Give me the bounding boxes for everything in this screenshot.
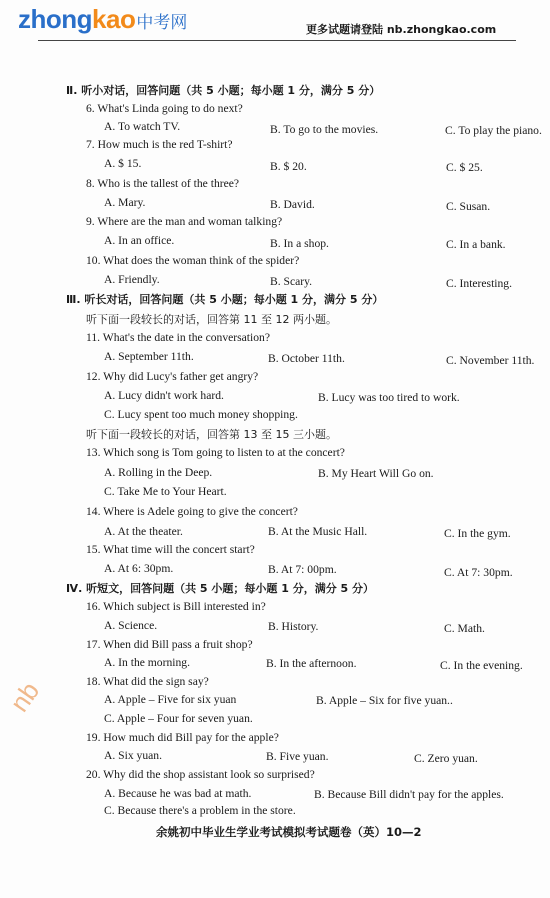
question-20: 20. Why did the shop assistant look so surprised? — [86, 768, 315, 781]
question-17: 17. When did Bill pass a fruit shop? — [86, 638, 253, 651]
q17-option-a: A. In the morning. — [104, 656, 190, 669]
q14-option-b: B. At the Music Hall. — [268, 525, 368, 538]
logo-text-zhong: zhong — [18, 4, 93, 34]
header-divider — [38, 40, 516, 41]
q19-option-a: A. Six yuan. — [104, 749, 162, 762]
q12-option-a: A. Lucy didn't work hard. — [104, 389, 224, 402]
question-14: 14. Where is Adele going to give the concert? — [86, 505, 298, 518]
q6-option-c: C. To play the piano. — [445, 124, 542, 137]
page-header — [0, 0, 550, 44]
q15-option-b: B. At 7: 00pm. — [268, 563, 337, 576]
q6-option-b: B. To go to the movies. — [270, 123, 379, 136]
q14-option-a: A. At the theater. — [104, 525, 183, 538]
q19-option-c: C. Zero yuan. — [414, 752, 478, 765]
q11-option-b: B. October 11th. — [268, 352, 345, 365]
logo-text-cn: 中考网 — [136, 13, 188, 32]
q10-option-a: A. Friendly. — [104, 273, 160, 286]
q14-option-c: C. In the gym. — [444, 527, 511, 540]
question-7: 7. How much is the red T-shirt? — [86, 138, 233, 151]
question-6: 6. What's Linda going to do next? — [86, 102, 243, 115]
q16-option-b: B. History. — [268, 620, 319, 633]
header-site-note: 更多试题请登陆 nb.zhongkao.com — [306, 23, 497, 36]
section-2-heading: Ⅱ. 听小对话，回答问题（共 5 小题；每小题 1 分，满分 5 分） — [66, 84, 381, 97]
q13-option-a: A. Rolling in the Deep. — [104, 466, 213, 479]
q9-option-a: A. In an office. — [104, 234, 175, 247]
q7-option-b: B. $ 20. — [270, 160, 307, 173]
question-11: 11. What's the date in the conversation? — [86, 331, 270, 344]
question-8: 8. Who is the tallest of the three? — [86, 177, 240, 190]
q8-option-b: B. David. — [270, 198, 315, 211]
q8-option-c: C. Susan. — [446, 200, 491, 213]
q17-option-b: B. In the afternoon. — [266, 657, 357, 670]
q17-option-c: C. In the evening. — [440, 659, 523, 672]
q15-option-a: A. At 6: 30pm. — [104, 562, 174, 575]
question-12: 12. Why did Lucy's father get angry? — [86, 370, 259, 383]
q7-option-a: A. $ 15. — [104, 157, 142, 170]
q9-option-b: B. In a shop. — [270, 237, 329, 250]
instruction-11-12: 听下面一段较长的对话，回答第 11 至 12 两小题。 — [86, 313, 337, 326]
question-19: 19. How much did Bill pay for the apple? — [86, 731, 279, 744]
q18-option-b: B. Apple – Six for five yuan.. — [316, 694, 453, 707]
q16-option-a: A. Science. — [104, 619, 158, 632]
question-18: 18. What did the sign say? — [86, 675, 209, 688]
question-15: 15. What time will the concert start? — [86, 543, 255, 556]
watermark: nb — [4, 676, 46, 718]
q12-option-b: B. Lucy was too tired to work. — [318, 391, 460, 404]
q12-option-c: C. Lucy spent too much money shopping. — [104, 408, 298, 421]
q15-option-c: C. At 7: 30pm. — [444, 566, 513, 579]
question-16: 16. Which subject is Bill interested in? — [86, 600, 266, 613]
q6-option-a: A. To watch TV. — [104, 120, 181, 133]
q20-option-b: B. Because Bill didn't pay for the apples. — [314, 788, 504, 801]
q18-option-a: A. Apple – Five for six yuan — [104, 693, 237, 706]
q11-option-c: C. November 11th. — [446, 354, 535, 367]
q19-option-b: B. Five yuan. — [266, 750, 329, 763]
q8-option-a: A. Mary. — [104, 196, 146, 209]
section-4-heading: Ⅳ. 听短文，回答问题（共 5 小题；每小题 1 分，满分 5 分） — [66, 582, 375, 595]
site-logo[interactable] — [18, 4, 187, 35]
section-3-heading: Ⅲ. 听长对话，回答问题（共 5 小题；每小题 1 分，满分 5 分） — [66, 293, 384, 306]
question-9: 9. Where are the man and woman talking? — [86, 215, 283, 228]
q9-option-c: C. In a bank. — [446, 238, 506, 251]
q16-option-c: C. Math. — [444, 622, 485, 635]
q20-option-a: A. Because he was bad at math. — [104, 787, 252, 800]
q10-option-b: B. Scary. — [270, 275, 313, 288]
q20-option-c: C. Because there's a problem in the store. — [104, 804, 296, 817]
q13-option-b: B. My Heart Will Go on. — [318, 467, 434, 480]
page-footer: 余姚初中毕业生学业考试模拟考试题卷（英）10—2 — [156, 825, 422, 839]
q7-option-c: C. $ 25. — [446, 161, 483, 174]
q18-option-c: C. Apple – Four for seven yuan. — [104, 712, 253, 725]
question-13: 13. Which song is Tom going to listen to at the concert? — [86, 446, 345, 459]
q13-option-c: C. Take Me to Your Heart. — [104, 485, 227, 498]
q10-option-c: C. Interesting. — [446, 277, 513, 290]
logo-text-kao: kao — [92, 4, 136, 34]
q11-option-a: A. September 11th. — [104, 350, 194, 363]
question-10: 10. What does the woman think of the spider? — [86, 254, 300, 267]
instruction-13-15: 听下面一段较长的对话，回答第 13 至 15 三小题。 — [86, 428, 337, 441]
